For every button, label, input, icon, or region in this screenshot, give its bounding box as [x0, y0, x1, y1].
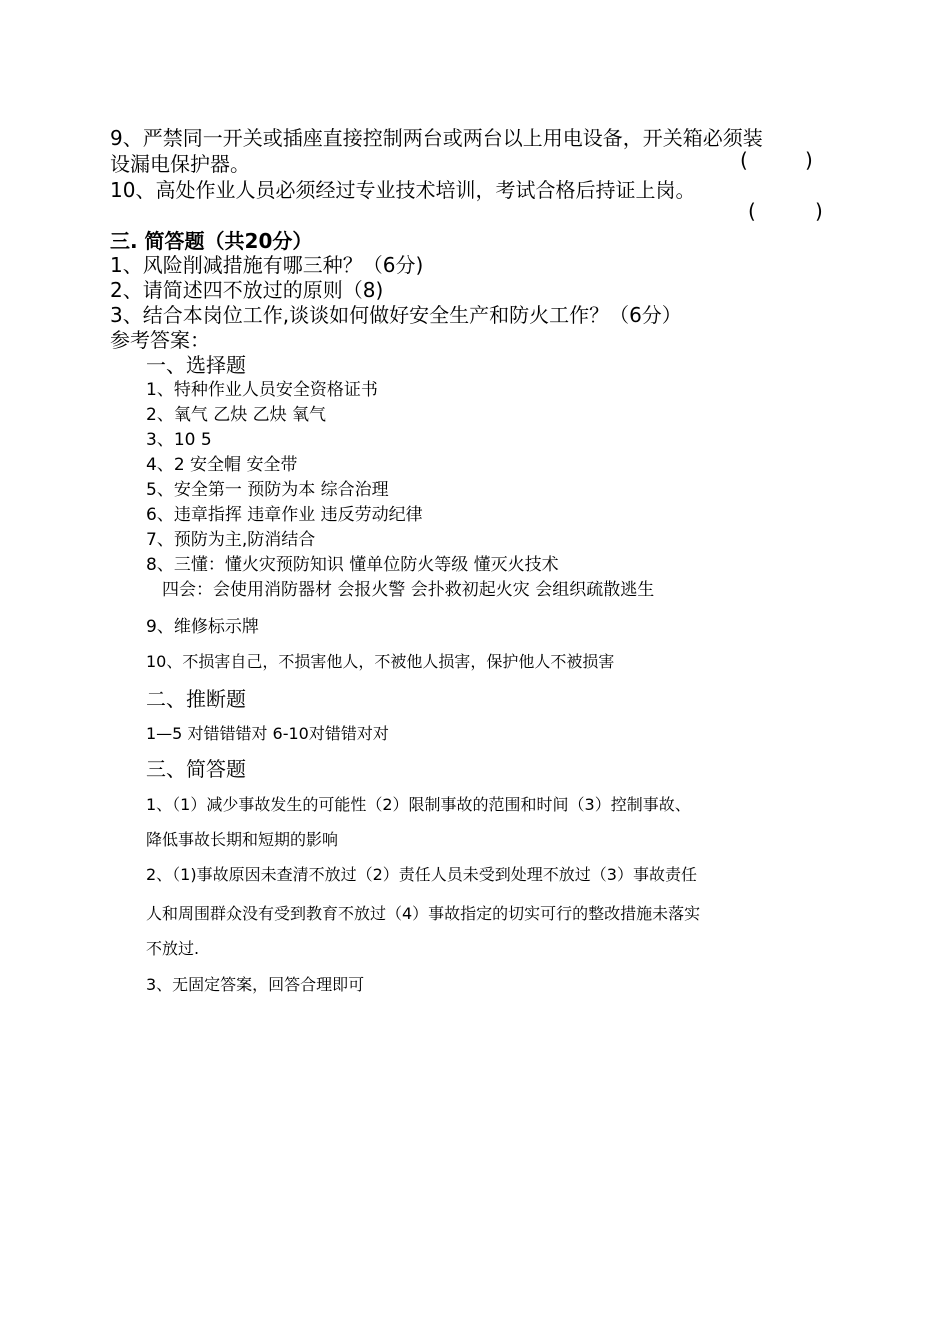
judge-answers: 1—5 对错错错对 6-10对错错对对 [146, 724, 389, 743]
short-answer-heading: 三. 简答题（共20分） [110, 229, 313, 253]
answer-2: 2、氧气 乙炔 乙炔 氧气 [146, 405, 327, 425]
answer-paren-open-10: ( [748, 199, 756, 223]
judge-question-10: 10、高处作业人员必须经过专业技术培训，考试合格后持证上岗。 [110, 178, 696, 202]
answer-3: 3、10 5 [146, 430, 212, 450]
short-answer-question-3: 3、结合本岗位工作,谈谈如何做好安全生产和防火工作？（6分） [110, 303, 682, 327]
answer-1: 1、特种作业人员安全资格证书 [146, 380, 378, 400]
answer-8-line2: 四会：会使用消防器材 会报火警 会扑救初起火灾 会组织疏散逃生 [162, 580, 655, 600]
judge-question-9-line1: 9、严禁同一开关或插座直接控制两台或两台以上用电设备，开关箱必须装 [110, 126, 763, 150]
short-answer-question-2: 2、请简述四不放过的原则（8) [110, 278, 384, 302]
short-answer-2-line1: 2、（1)事故原因未查清不放过（2）责任人员未受到处理不放过（3）事故责任 [146, 865, 697, 884]
answer-4: 4、2 安全帽 安全带 [146, 455, 298, 475]
answer-8-line1: 8、三懂：懂火灾预防知识 懂单位防火等级 懂灭火技术 [146, 555, 559, 575]
answer-6: 6、违章指挥 违章作业 违反劳动纪律 [146, 505, 423, 525]
short-answer-3: 3、无固定答案，回答合理即可 [146, 975, 365, 994]
answer-paren-close-10: ) [815, 199, 823, 223]
short-answer-1-line2: 降低事故长期和短期的影响 [146, 830, 339, 849]
judge-question-9-line2: 设漏电保护器。 [110, 152, 250, 176]
short-answer-2-line2: 人和周围群众没有受到教育不放过（4）事故指定的切实可行的整改措施未落实 [146, 904, 701, 923]
answer-paren-close-9: ) [805, 148, 813, 172]
answer-5: 5、安全第一 预防为本 综合治理 [146, 480, 389, 500]
short-answer-2-line3: 不放过. [146, 939, 200, 958]
reference-answers-heading: 参考答案： [110, 328, 210, 352]
answer-paren-open-9: ( [740, 148, 748, 172]
short-answer-question-1: 1、风险削减措施有哪三种？（6分) [110, 253, 424, 277]
answer-7: 7、预防为主,防消结合 [146, 530, 316, 550]
section2-title: 二、推断题 [146, 687, 246, 711]
answer-10: 10、不损害自己，不损害他人，不被他人损害，保护他人不被损害 [146, 652, 615, 671]
answer-9: 9、维修标示牌 [146, 617, 259, 637]
short-answer-1-line1: 1、（1）减少事故发生的可能性（2）限制事故的范围和时间（3）控制事故、 [146, 795, 691, 814]
section1-title: 一、选择题 [146, 353, 246, 377]
section3-title: 三、简答题 [146, 757, 246, 781]
